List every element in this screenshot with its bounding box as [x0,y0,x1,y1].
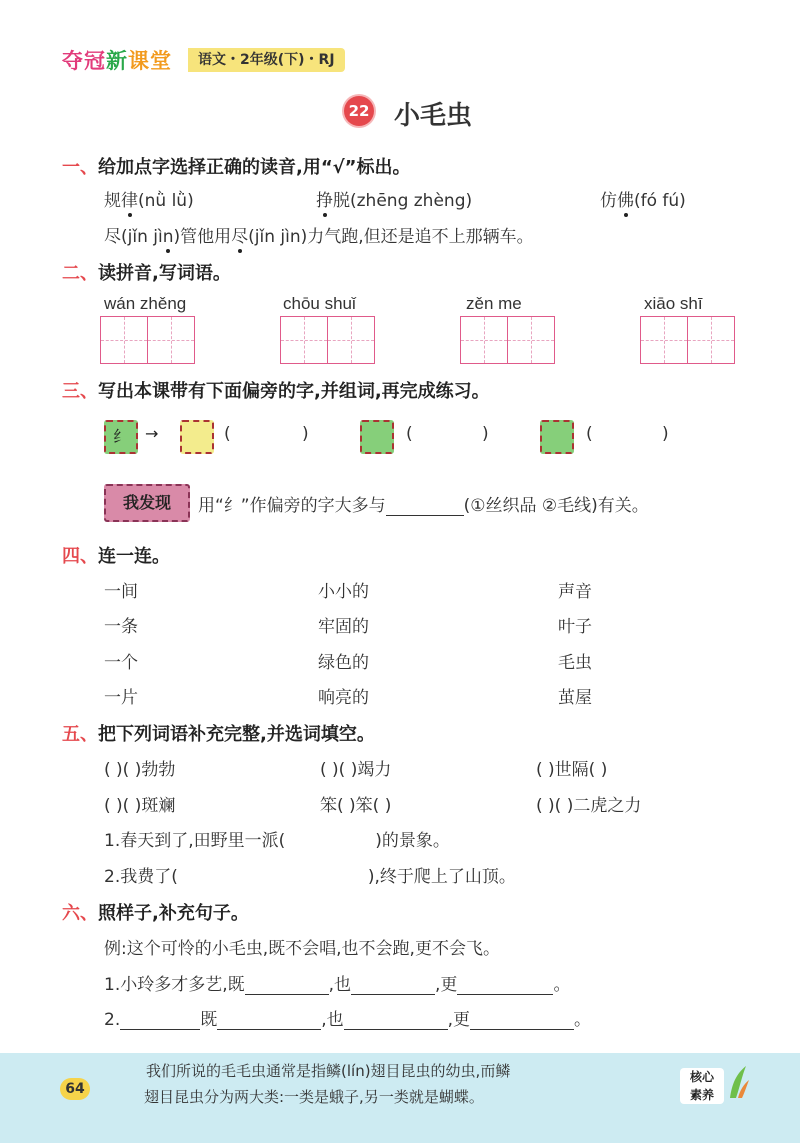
section-3-heading: 三、写出本课带有下面偏旁的字,并组词,再完成练习。 [62,381,490,402]
arrow-icon: → [145,424,159,443]
lesson-number-badge: 22 [344,96,374,126]
match-col1-item[interactable]: 一个 [104,653,138,673]
idiom-4[interactable]: ( )( )斑斓 [104,796,176,816]
word-paren-3-open: ( [586,424,593,444]
s1-item-3: 仿佛(fó fú) [600,191,686,211]
section-1-heading: 一、给加点字选择正确的读音,用“√”标出。 [62,157,411,178]
s6-q1-blank-3[interactable] [457,976,553,995]
s5-question-1: 1.春天到了,田野里一派( )的景象。 [104,831,450,851]
word-paren-2-open: ( [406,424,413,444]
brand-part-b: 新 [106,49,128,73]
s6-example: 例:这个可怜的小毛虫,既不会唱,也不会跑,更不会飞。 [104,939,500,959]
section-4-heading: 四、连一连。 [62,546,170,567]
pinyin-1: wán zhěng [104,294,187,313]
discover-badge: 我发现 [104,484,190,522]
word-paren-1-open: ( [224,424,231,444]
s6-question-2: 2. 既 ,也 ,更 。 [104,1010,592,1030]
match-col3-item[interactable]: 茧屋 [558,688,592,708]
radical-box: 纟 [104,420,138,454]
match-col3-item[interactable]: 声音 [558,582,592,602]
match-col3-item[interactable]: 叶子 [558,617,592,637]
match-col1-item[interactable]: 一片 [104,688,138,708]
idiom-5[interactable]: 笨( )笨( ) [320,796,392,816]
match-col1-item[interactable]: 一条 [104,617,138,637]
brand-part-c: 课堂 [128,49,172,73]
leaf-icon [726,1064,750,1100]
section-6-heading: 六、照样子,补充句子。 [62,903,249,924]
pinyin-3: zěn me [466,294,522,313]
char-box-3[interactable] [540,420,574,454]
section-2-heading: 二、读拼音,写词语。 [62,263,231,284]
match-col2-item[interactable]: 绿色的 [318,653,369,673]
pinyin-4: xiāo shī [644,294,703,313]
section-5-heading: 五、把下列词语补充完整,并选词填空。 [62,724,375,745]
match-col3-item[interactable]: 毛虫 [558,653,592,673]
char-box-2[interactable] [360,420,394,454]
core-literacy-badge: 核心 素养 [680,1068,724,1104]
idiom-1[interactable]: ( )( )勃勃 [104,760,176,780]
match-col1-item[interactable]: 一间 [104,582,138,602]
footer-note: 我们所说的毛毛虫通常是指鳞(lín)翅目昆虫的幼虫,而鳞 翅目昆虫分为两大类:一类是蛾子,另一类就是蝴蝶。 [144,1062,511,1106]
brand-part-a: 夺冠 [62,49,106,73]
s6-q2-blank-4[interactable] [470,1011,574,1030]
match-col2-item[interactable]: 响亮的 [318,688,369,708]
s1-item-2: 挣脱(zhēng zhèng) [316,191,473,211]
s6-q2-blank-3[interactable] [344,1011,448,1030]
s1-item-1: 规律(nǜ lǜ) [104,191,194,211]
brand-logo [62,45,172,75]
word-paren-1-close: ) [302,424,309,444]
s6-question-1: 1.小玲多才多艺,既 ,也 ,更 。 [104,975,571,995]
page-number: 64 [60,1078,90,1100]
s1-sentence: 尽(jǐn jìn)管他用尽(jǐn jìn)力气跑,但还是追不上那辆车。 [104,227,534,247]
match-col2-item[interactable]: 牢固的 [318,617,369,637]
s6-q1-blank-1[interactable] [245,976,329,995]
writing-grid-2[interactable] [280,316,375,364]
s6-q2-blank-1[interactable] [120,1011,200,1030]
s6-q1-blank-2[interactable] [351,976,435,995]
pinyin-2: chōu shuǐ [283,294,356,313]
writing-grid-4[interactable] [640,316,735,364]
writing-grid-1[interactable] [100,316,195,364]
word-paren-3-close: ) [662,424,669,444]
writing-grid-3[interactable] [460,316,555,364]
page-title: 小毛虫 [394,101,473,131]
word-paren-2-close: ) [482,424,489,444]
subject-label: 语文・2年级(下)・RJ [188,48,345,72]
idiom-2[interactable]: ( )( )竭力 [320,760,392,780]
s5-question-2: 2.我费了( ),终于爬上了山顶。 [104,867,516,887]
s6-q2-blank-2[interactable] [217,1011,321,1030]
char-box-1[interactable] [180,420,214,454]
match-col2-item[interactable]: 小小的 [318,582,369,602]
discover-blank[interactable] [386,497,464,516]
idiom-6[interactable]: ( )( )二虎之力 [536,796,642,816]
discover-text: 用“纟”作偏旁的字大多与 (①丝织品 ②毛线)有关。 [198,496,649,516]
idiom-3[interactable]: ( )世隔( ) [536,760,608,780]
